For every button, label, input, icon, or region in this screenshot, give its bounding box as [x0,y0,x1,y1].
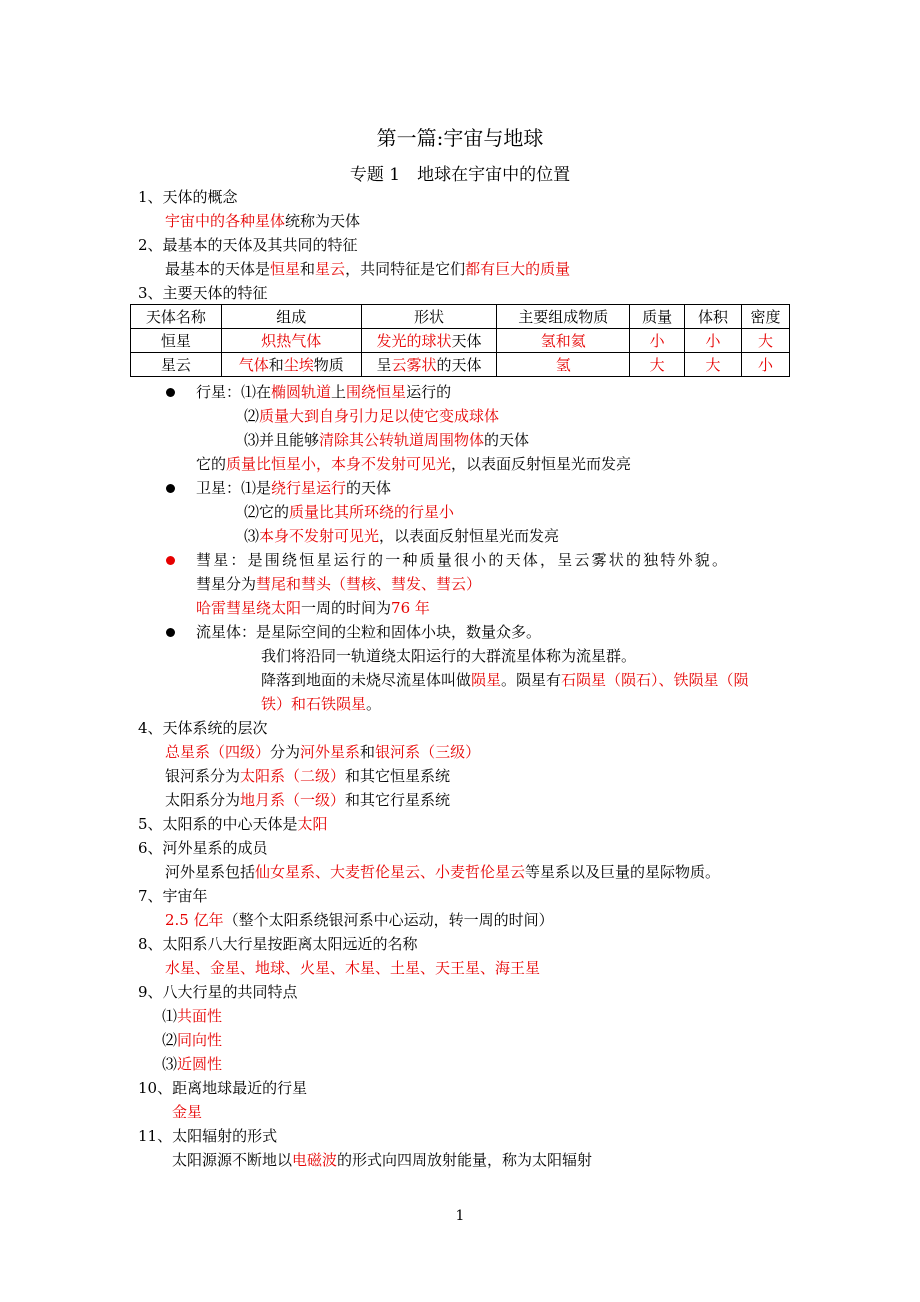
red-text: 陨星 [471,671,502,689]
text: 的天体 [484,431,530,449]
planet-line-2 [244,406,499,426]
table-cell: 大 [742,329,790,353]
text: 和 [360,743,376,761]
text: 一周的时间为 [301,599,392,617]
satellite-line-3 [244,526,559,546]
text: 上 [331,383,347,401]
heading-1: 1、天体的概念 [138,188,238,206]
red-text: 河外星系 [300,743,361,761]
table-cell: 大 [630,353,685,377]
section-subtitle: 专题 1 地球在宇宙中的位置 [349,165,571,185]
text: ⑵它的 [244,503,290,521]
heading-9: 9、八大行星的共同特点 [138,983,298,1001]
s9-item-1 [162,1006,222,1026]
text: 运行的 [406,383,452,401]
red-text: 质量比恒星小，本身不发射可见光 [226,455,452,473]
red-text: 尘埃 [283,356,314,374]
s9-item-2 [162,1030,222,1050]
red-text: 近圆性 [177,1055,223,1073]
red-text: 银河系（三级） [375,743,481,761]
red-text: 宇宙中的各种星体 [165,212,286,230]
table-row [131,329,790,353]
s4-line-3 [165,790,450,810]
red-text: 恒星 [270,260,301,278]
page-title: 第一篇:宇宙与地球 [376,126,544,150]
red-text: 石陨星（陨石）、铁陨星（陨 [561,671,749,689]
heading-4: 4、天体系统的层次 [138,719,268,737]
text: 和其它行星系统 [345,791,451,809]
heading-5 [138,814,328,834]
meteor-line-4 [261,694,381,714]
table-cell: 氢 [497,353,630,377]
text: ⑴ [162,1007,178,1025]
red-text: 都有巨大的质量 [465,260,571,278]
red-text: 星云 [315,260,346,278]
red-text: 气体 [238,356,269,374]
text: 分为 [270,743,301,761]
table-cell [361,329,497,353]
s10-line: 金星 [172,1103,203,1121]
text: （整个太阳系绕银河系中心运动，转一周的时间） [223,911,554,929]
table-header-row [131,305,790,329]
heading-10: 10、距离地球最近的行星 [138,1079,308,1097]
heading-2: 2、最基本的天体及其共同的特征 [138,236,358,254]
comet-line-2 [196,574,481,594]
table-cell: 大 [685,353,742,377]
red-text: 76 年 [391,599,430,617]
table-cell: 小 [630,329,685,353]
table-header: 组成 [221,305,361,329]
text: 河外星系包括 [165,863,256,881]
red-text: 电磁波 [292,1151,338,1169]
text: 太阳源源不断地以 [172,1151,293,1169]
table-header: 体积 [685,305,742,329]
red-text: 地月系（一级） [240,791,346,809]
red-text: 椭圆轨道 [271,383,332,401]
red-text: 铁）和石铁陨星 [261,695,367,713]
text: 和 [268,356,284,374]
heading-8: 8、太阳系八大行星按距离太阳远近的名称 [138,935,418,953]
s7-line [165,910,554,930]
table-cell: 小 [742,353,790,377]
heading-3: 3、主要天体的特征 [138,284,268,302]
text: 。 [366,695,382,713]
text: 彗星分为 [196,575,257,593]
heading-11: 11、太阳辐射的形式 [138,1127,278,1145]
table-cell: 恒星 [131,329,222,353]
table-header: 天体名称 [131,305,222,329]
table-header: 质量 [630,305,685,329]
table-cell [221,353,361,377]
red-text: 太阳系（二级） [240,767,346,785]
red-text: 发光的球状 [376,332,452,350]
table-header: 形状 [361,305,497,329]
red-text: 总星系（四级） [165,743,271,761]
red-text: 围绕恒星 [346,383,407,401]
s11-line [172,1150,592,1170]
text: 。陨星有 [501,671,562,689]
planet-line-1 [196,382,451,402]
celestial-properties-table [130,304,790,377]
s8-line: 水星、金星、地球、火星、木星、土星、天王星、海王星 [165,959,541,977]
text: 行星：⑴在 [196,383,272,401]
text: 天体 [451,332,482,350]
s4-line-1 [165,742,480,762]
table-cell: 氢和氦 [497,329,630,353]
table-cell: 星云 [131,353,222,377]
bullet-icon [166,388,175,397]
comet-line-1: 彗星：是围绕恒星运行的一种质量很小的天体，呈云雾状的独特外貌。 [196,551,730,569]
text: ⑶并且能够 [244,431,320,449]
red-text: 质量大到自身引力足以使它变成球体 [259,407,500,425]
text: 统称为天体 [285,212,361,230]
text: 等星系以及巨量的星际物质。 [525,863,721,881]
table-cell: 小 [685,329,742,353]
text: 和其它恒星系统 [345,767,451,785]
meteor-line-2: 我们将沿同一轨道绕太阳运行的大群流星体称为流星群。 [261,647,637,665]
text: ⑶ [162,1055,178,1073]
red-text: 2.5 亿年 [165,911,224,929]
text: 和 [300,260,316,278]
satellite-line-1 [196,478,391,498]
text: 银河系分为 [165,767,241,785]
table-cell [361,353,497,377]
paragraph-1 [165,211,360,231]
heading-6: 6、河外星系的成员 [138,839,268,857]
red-text: 绕行星运行 [271,479,347,497]
comet-line-3 [196,598,430,618]
table-header: 主要组成物质 [497,305,630,329]
text: 物质 [313,356,344,374]
text: ，共同特征是它们 [345,260,466,278]
bullet-icon [166,556,175,565]
table-cell: 炽热气体 [221,329,361,353]
red-text: 清除其公转轨道周围物体 [319,431,485,449]
text: 的形式向四周放射能量，称为太阳辐射 [337,1151,593,1169]
text: ⑶ [244,527,260,545]
text: 呈 [376,356,392,374]
text: ⑵ [162,1031,178,1049]
red-text: 共面性 [177,1007,223,1025]
table-header: 密度 [742,305,790,329]
planet-line-3 [244,430,529,450]
bullet-icon [166,484,175,493]
text: 的天体 [346,479,392,497]
red-text: 云雾状 [391,356,437,374]
heading-7: 7、宇宙年 [138,887,208,905]
text: ，以表面反射恒星光而发亮 [379,527,560,545]
red-text: 本身不发射可见光 [259,527,380,545]
text: 最基本的天体是 [165,260,271,278]
text: ⑵ [244,407,260,425]
satellite-line-2 [244,502,454,522]
meteor-line-3 [261,670,749,690]
red-text: 太阳 [297,815,328,833]
paragraph-2 [165,259,570,279]
text: 的天体 [436,356,482,374]
text: 太阳系分为 [165,791,241,809]
s9-item-3 [162,1054,222,1074]
table-row [131,353,790,377]
red-text: 仙女星系、大麦哲伦星云、小麦哲伦星云 [255,863,526,881]
s6-line [165,862,720,882]
red-text: 质量比其所环绕的行星小 [289,503,455,521]
text: 5、太阳系的中心天体是 [138,815,298,833]
text: 它的 [196,455,227,473]
s4-line-2 [165,766,450,786]
bullet-icon [166,628,175,637]
red-text: 同向性 [177,1031,223,1049]
text: 卫星：⑴是 [196,479,272,497]
meteor-line-1: 流星体：是星际空间的尘粒和固体小块，数量众多。 [196,623,542,641]
text: ，以表面反射恒星光而发亮 [451,455,632,473]
red-text: 哈雷彗星绕太阳 [196,599,302,617]
text: 降落到地面的未烧尽流星体叫做 [261,671,472,689]
planet-line-4 [196,454,631,474]
red-text: 彗尾和彗头（彗核、彗发、彗云） [256,575,482,593]
page-number: 1 [455,1208,465,1224]
